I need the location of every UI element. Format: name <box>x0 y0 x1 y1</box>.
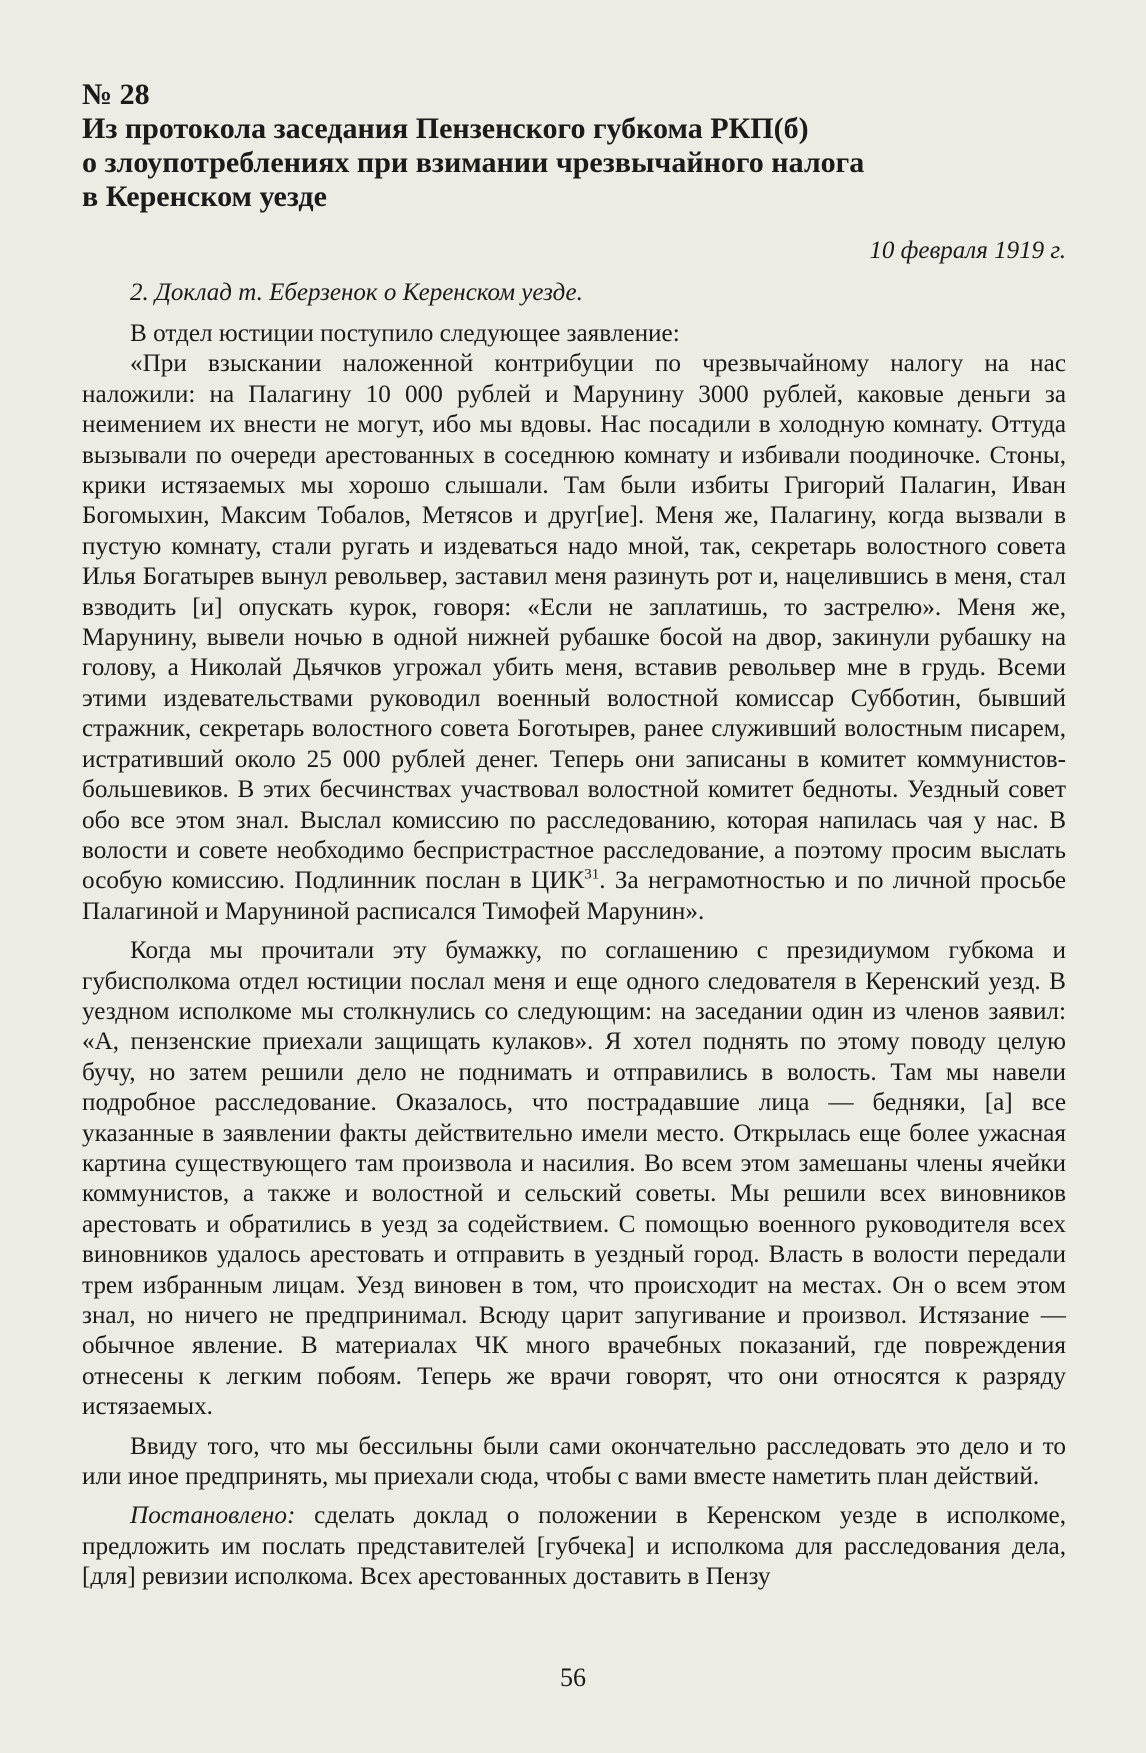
document-title <box>82 112 1066 214</box>
document-title-line: в Керенском уезде <box>82 180 327 213</box>
document-title-line: о злоупотреблениях при взимании чрезвычайного налога <box>82 146 865 179</box>
resolution-text: сделать доклад о положении в Керенском уезде в исполкоме, предложить им послать представителей [губчека] и исполкома для расследования дела, [для] ревизии исполкома. Всех арестованных доставить в Пензу <box>82 1502 1066 1591</box>
paragraph <box>82 349 1066 927</box>
agenda-item: 2. Доклад т. Еберзенок о Керенском уезде. <box>130 279 583 306</box>
statement-text: «При взыскании наложенной контрибуции по чрезвычайному налогу на нас наложили: на Палагину 10 000 рублей и Марунину 3000 рублей, каковые деньги за неимением их внести не могут, ибо мы вдовы. Нас посадили в холодную комнату. Оттуда вызывали по очереди арестованных в соседнюю комнату и избивали поодиночке. Стоны, крики истязаемых мы хорошо слышали. Там были избиты Григорий Палагин, Иван Богомыхин, Максим Тобалов, Метясов и друг[ие]. Меня же, Палагину, когда вызвали в пустую комнату, стали ругать и издеваться надо мной, так, секретарь волостного совета Илья Богатырев вынул револьвер, заставил меня разинуть рот и, нацелившись в меня, стал взводить [и] опускать курок, говоря: «Если не заплатишь, то застрелю». Меня же, Марунину, вывели ночью в одной нижней рубашке босой на двор, закинули рубашку на голову, а Николай Дьячков угрожал убить меня, вставив револьвер мне в грудь. Всеми этими издевательствами руководил военный волостной комиссар Субботин, бывший стражник, секретарь волостного совета Боготырев, ранее служивший волостным писарем, истративший около 25 000 рублей денег. Теперь они записаны в комитет коммунистов-большевиков. В этих бесчинствах участвовал волостной комитет бедноты. Уездный совет обо все этом знал. Выслал комиссию по расследованию, которая напилась чая у нас. В волости и совете необходимо беспристрастное расследование, а поэтому просим выслать особую комиссию. Подлинник послан в ЦИК <box>82 350 1066 895</box>
document-body <box>82 319 1066 1593</box>
paragraph: Ввиду того, что мы бессильны были сами окончательно расследовать это дело и то или иное предпринять, мы приехали сюда, чтобы с вами вместе наметить план действий. <box>82 1432 1066 1491</box>
document-title-line: Из протокола заседания Пензенского губкома РКП(б) <box>82 112 809 145</box>
paragraph: В отдел юстиции поступило следующее заявление: <box>130 320 680 347</box>
resolution-paragraph <box>82 1501 1066 1592</box>
resolution-label: Постановлено: <box>130 1502 296 1530</box>
page-number: 56 <box>560 1663 586 1692</box>
footnote-reference: 31 <box>584 866 600 883</box>
statement-tail: . За неграмотностью и по личной просьбе Палагиной и Маруниной расписался Тимофей Марунин». <box>82 867 1066 925</box>
document-number: № 28 <box>82 78 150 111</box>
document-date: 10 февраля 1919 г. <box>869 237 1066 264</box>
paragraph: Когда мы прочитали эту бумажку, по соглашению с президиумом губкома и губисполкома отдел юстиции послал меня и еще одного следователя в Керенский уезд. В уездном исполкоме мы столкнулись со следующим: на заседании один из членов заявил: «А, пензенские приехали защищать кулаков». Я хотел поднять по этому поводу целую бучу, но затем решили дело не поднимать и отправились в волость. Там мы навели подробное расследование. Оказалось, что пострадавшие лица — бедняки, [а] все указанные в заявлении факты действительно имели место. Открылась еще более ужасная картина существующего там произвола и насилия. Во всем этом замешаны члены ячейки коммунистов, а также и волостной и сельский советы. Мы решили всех виновников арестовать и обратились в уезд за содействием. С помощью военного руководителя всех виновников удалось арестовать и отправить в уездный город. Власть в волости передали трем избранным лицам. Уезд виновен в том, что происходит на местах. Он о всем этом знал, но ничего не предпринимал. Всюду царит запугивание и произвол. Истязание — обычное явление. В материалах ЧК много врачебных показаний, где повреждения отнесены к легким побоям. Теперь же врачи говорят, что они относятся к разряду истязаемых. <box>82 937 1066 1421</box>
